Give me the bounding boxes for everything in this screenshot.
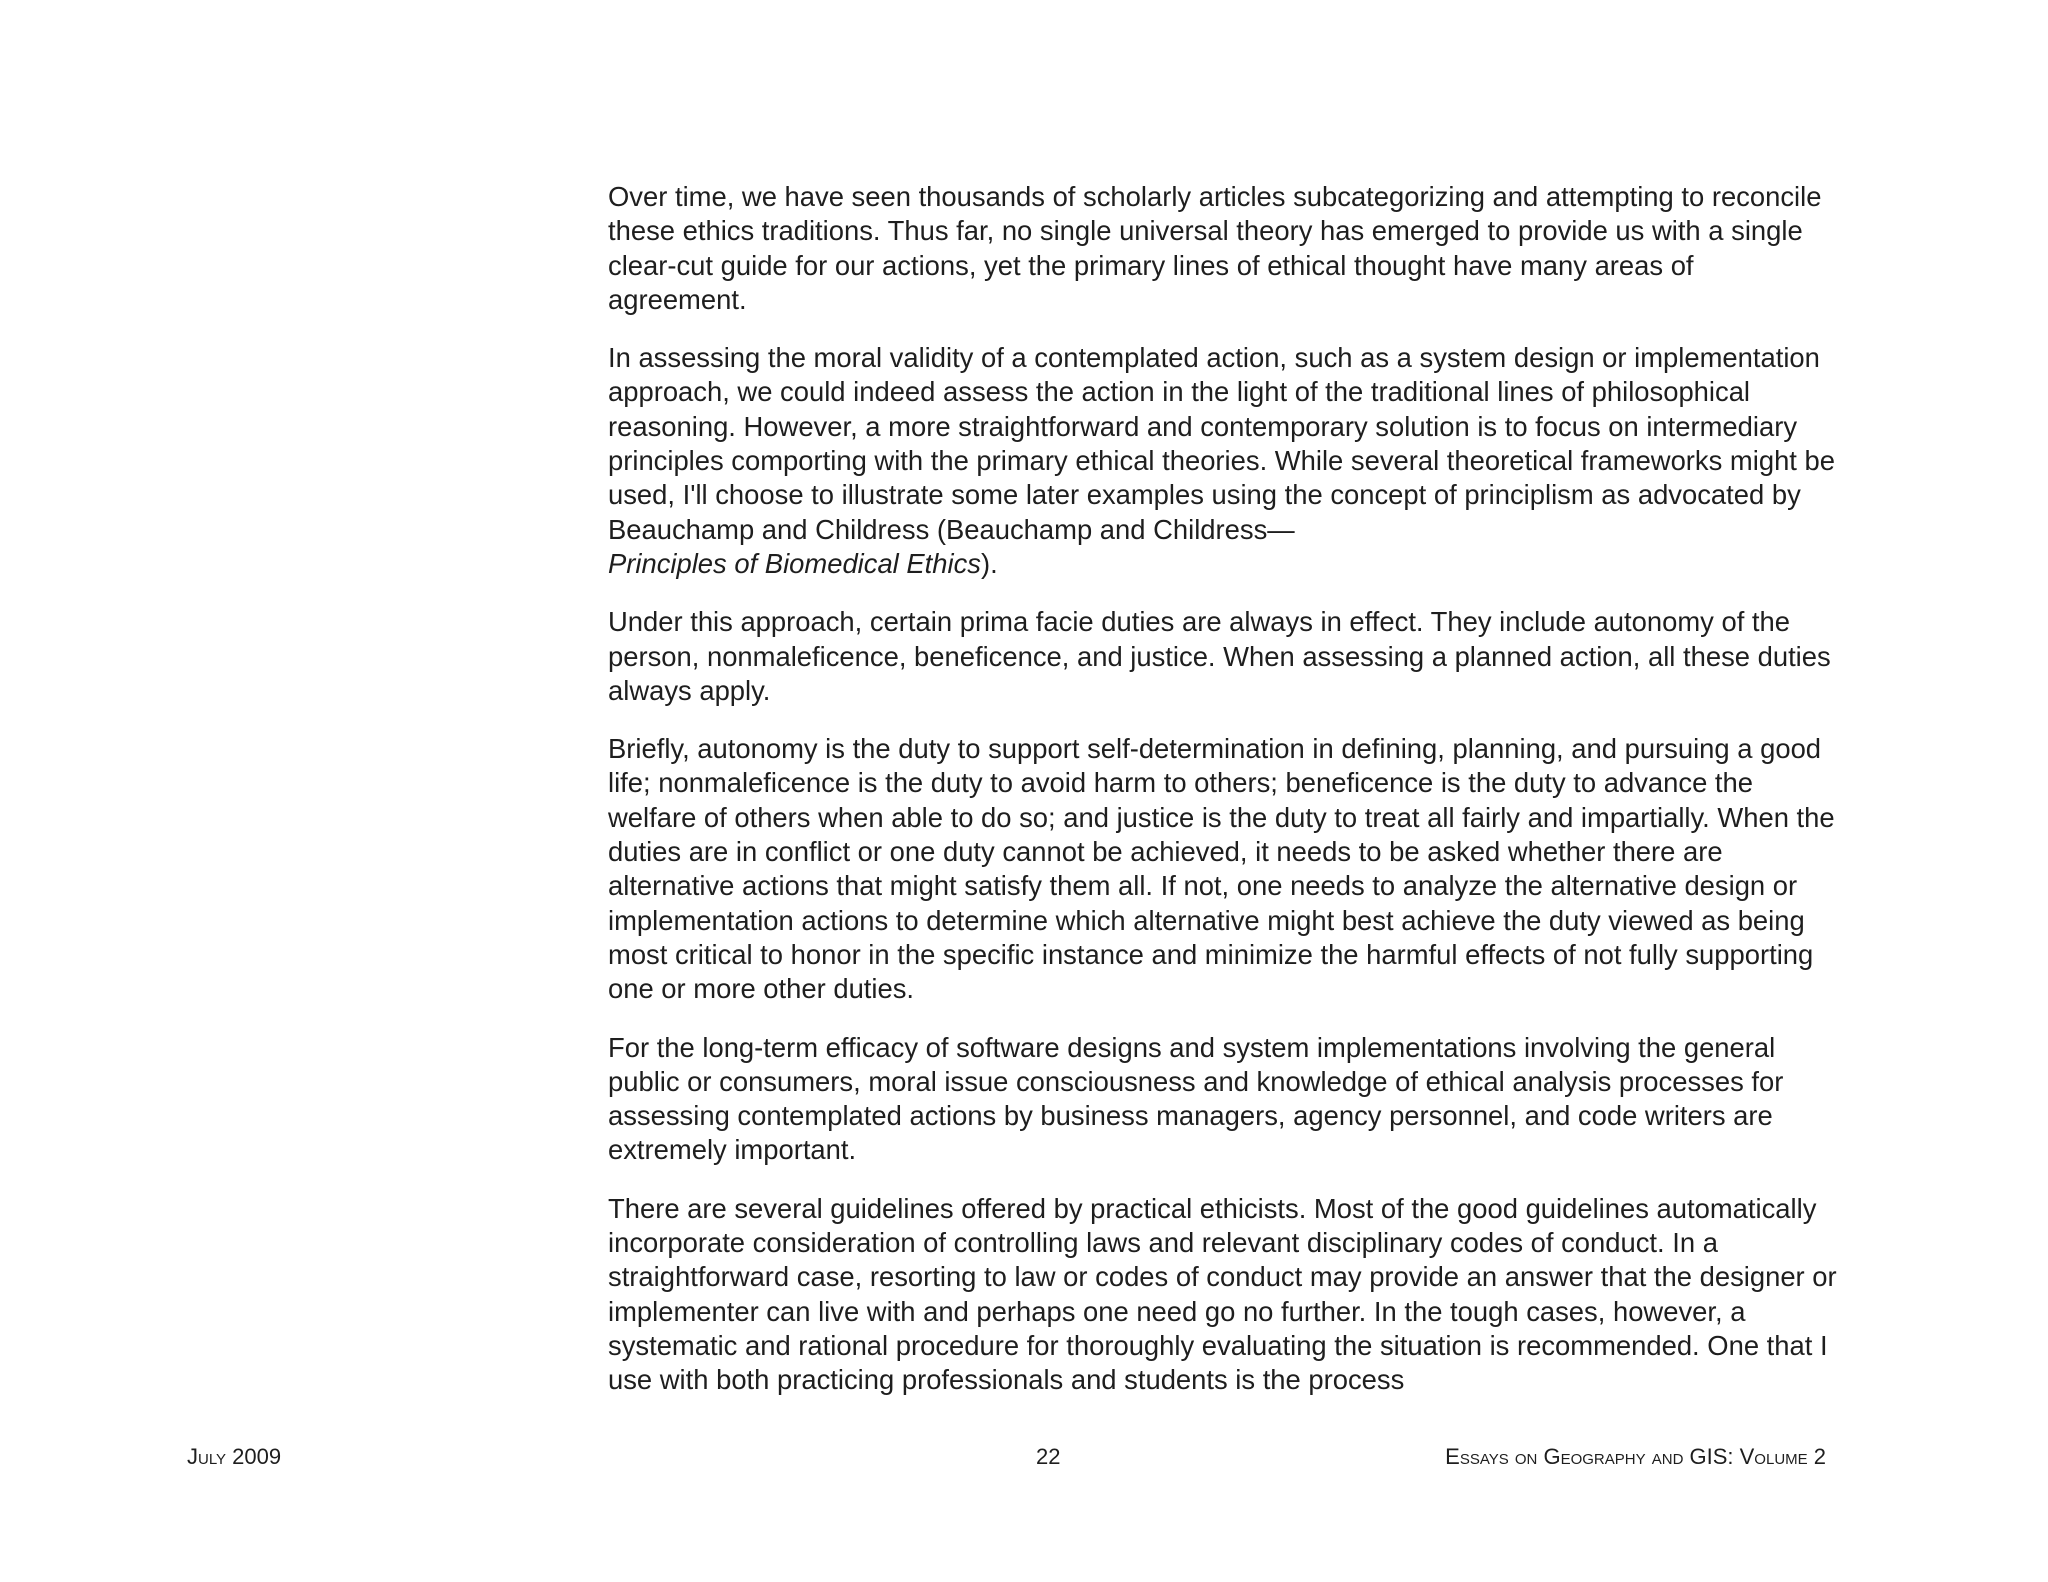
body-text [608, 180, 1838, 1422]
paragraph-2 [608, 341, 1838, 581]
paragraph-5: For the long-term efficacy of software designs and system implementations involving the general public or consumers, moral issue consciousness and knowledge of ethical analysis processes for assessing contemplated actions by business managers, agency personnel, and code writers are extremely important. [608, 1031, 1784, 1166]
page-number: 22 [1036, 1444, 1061, 1469]
citation-close: ). [980, 547, 998, 579]
paragraph-6: There are several guidelines offered by practical ethicists. Most of the good guidelines automatically incorporate consideration of controlling laws and relevant disciplinary codes of conduct. In a straightforward case, resorting to law or codes of conduct may provide an answer that the designer or implementer can live with and perhaps one need go no further. In the tough cases, however, a systematic and rational procedure for thoroughly evaluating the situation is recommended. One that I use with both practicing professionals and students is the process [608, 1192, 1837, 1396]
paragraph-3: Under this approach, certain prima facie duties are always in effect. They include autonomy of the person, nonmaleficence, beneficence, and justice. When assessing a planned action, all these duties always apply. [608, 606, 1831, 706]
paragraph-4: Briefly, autonomy is the duty to support self-determination in defining, planning, and pursuing a good life; nonmaleficence is the duty to avoid harm to others; beneficence is the duty to advance the welfare of others when able to do so; and justice is the duty to treat all fairly and impartially. When the duties are in conflict or one duty cannot be achieved, it needs to be asked whether there are alternative actions that might satisfy them all. If not, one needs to analyze the alternative design or implementation actions to determine which alternative might best achieve the duty viewed as being most critical to honor in the specific instance and minimize the harmful effects of not fully supporting one or more other duties. [608, 733, 1835, 1005]
footer-publication: Essays on Geography and GIS: Volume 2 [1445, 1444, 1826, 1469]
paragraph-1: Over time, we have seen thousands of scholarly articles subcategorizing and attempting to reconcile these ethics traditions. Thus far, no single universal theory has emerged to provide us with a single clear-cut guide for our actions, yet the primary lines of ethical thought have many areas of agreement. [608, 181, 1822, 315]
citation-title: Principles of Biomedical Ethics [608, 547, 981, 579]
footer-date: July 2009 [187, 1444, 282, 1469]
paragraph-2-text: In assessing the moral validity of a contemplated action, such as a system design or implementation approach, we could indeed assess the action in the light of the traditional lines of philosophical reasoning. However, a more straightforward and contemporary solution is to focus on intermediary principles comporting with the primary ethical theories. While several theoretical frameworks might be used, I'll choose to illustrate some later examples using the concept of principlism as advocated by Beauchamp and Childress (Beauchamp and Childress— [608, 342, 1835, 545]
